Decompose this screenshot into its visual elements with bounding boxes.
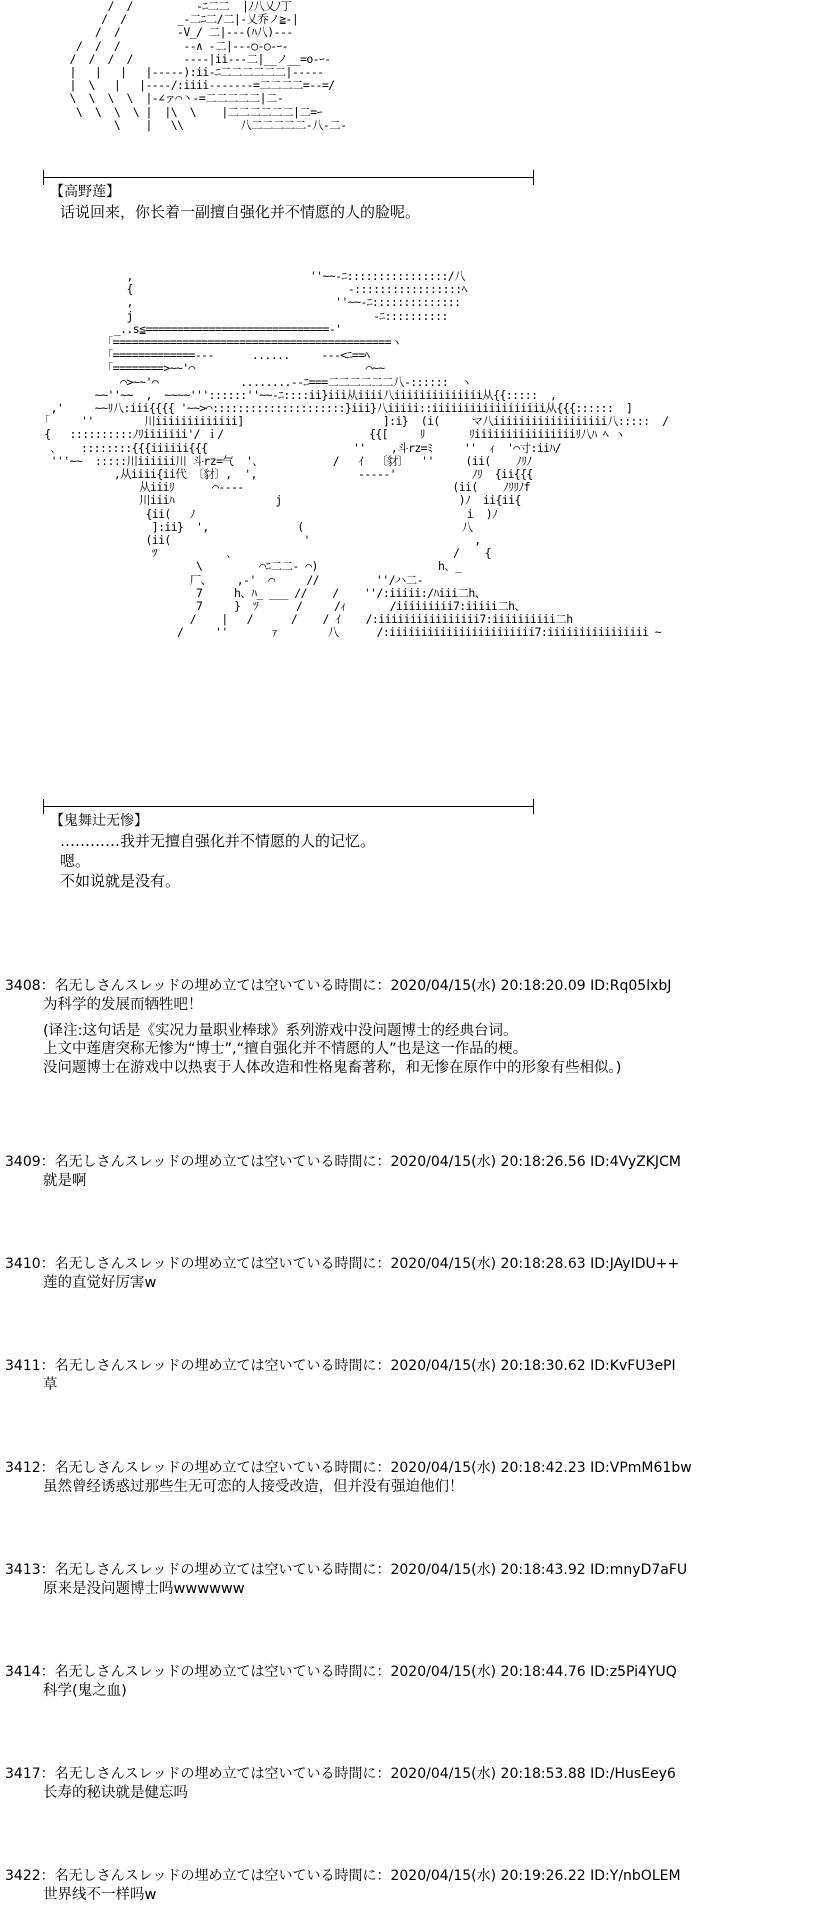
divider-line (43, 806, 533, 807)
post-header: 3410：名无しさんスレッドの埋め立ては空いている時間に：2020/04/15(水) 20:18:28.63 ID:JAyIDU++ (5, 1256, 680, 1272)
post-header: 3412：名无しさんスレッドの埋め立ては空いている時間に：2020/04/15(水) 20:18:42.23 ID:VPmM61bw (5, 1460, 692, 1476)
post-body (43, 1274, 815, 1293)
post-body (43, 1580, 815, 1599)
post-line: 世界线不一样吗w (43, 1887, 157, 1903)
post-body (43, 996, 815, 1077)
post-line: 科学(鬼之血) (43, 1683, 127, 1699)
ascii-art-takano: / / -ﾆ二二 |ﾉ八乂ﾉ丁 / / _-二ﾆ二/二|-乂乔ノ≧-| / / -V_/ 二|---(ﾊ八)--- / / / --∧ -二|---○-○-ｰ- / / / / ----|ii---二|__ノ__=o-ｰ- | | | |-----):ii-ﾆ二二二二二二|----- | \ | |----/:iiii-------=二二二二=--=/ \ \ \ \ |-∠ァ⌒丶-=二二二二二|二- \ \ \ \ | |\ \ |二二二二二二|二=ｰ \ | \\ 八二二二二二-八-二- (69, 0, 347, 132)
post-header: 3409：名无しさんスレッドの埋め立ては空いている時間に：2020/04/15(水) 20:18:26.56 ID:4VyZKJCM (5, 1154, 681, 1170)
dialogue-line: 话说回来，你长着一副擅自强化并不情愿的人的脸呢。 (60, 203, 421, 221)
dialogue-line: …………我并无擅自强化并不情愿的人的记忆。 (60, 832, 376, 850)
post-body (43, 1478, 815, 1497)
post-header: 3408：名无しさんスレッドの埋め立ては空いている時間に：2020/04/15(水) 20:18:20.09 ID:Rq05lxbJ (5, 978, 672, 994)
post-line: 虽然曾经诱惑过那些生无可恋的人接受改造，但并没有强迫他们！ (43, 1479, 464, 1495)
post-body (43, 1784, 815, 1803)
forum-post (5, 1255, 815, 1293)
speaker-name: 【高野莲】 (50, 184, 120, 200)
forum-post (5, 1153, 815, 1191)
post-header: 3413：名无しさんスレッドの埋め立ては空いている時間に：2020/04/15(水) 20:18:43.92 ID:mnyD7aFU (5, 1562, 688, 1578)
post-line: 原来是没问题博士吗wwwwww (43, 1581, 245, 1597)
forum-post (5, 1561, 815, 1599)
forum-post (5, 1867, 815, 1905)
post-body (43, 1886, 815, 1905)
dialogue-line: 不如说就是没有。 (60, 872, 181, 890)
forum-post (5, 1765, 815, 1803)
forum-post (5, 1663, 815, 1701)
post-body (43, 1376, 815, 1395)
divider-tick-right (533, 170, 534, 185)
dialogue-line: 嗯。 (60, 852, 91, 870)
ascii-art-muzan: , ''~~-ﾆ::::::::::::::::/八 { -:::::::::::::::::ﾍ , ''~~-ﾆ:::::::::::::: j -ﾆ:::::::::: _..s≦=============================-' ｢============================================ヽ ｢=============--- ...... ---<ﾆ==ﾍ ｢========>~~'⌒ ⌒~~ ⌒>~~'⌒ ........--ﾆ===二二二二二二八-:::::: ヽ ~~''~~ , ~~~~'''::::::''~~-ﾆ::::ii}iii从iiii八iiiiiiiiiiiiii从{{::::: , ,' ~~ﾘ八:iii{{{{ '~~>⌒:::::::::::::::::::::}iii}八iiiii::iiiiiiiiiiiiiiiiii从{{{:::::: ] ｢ '' 川iiiiiiiiiiiii] ]:i} (i( マ八iiiiiiiiiiiiiiiiii八::::: / { ::::::::::ﾉﾘiiiiiii'/ ｉ/ {{[ ﾘ ﾘiiiiiiiiiiiiiiiiﾘ八ﾊ ﾍ ヽ ､ ::::::::{{{iiiiii{{{ '' ,斗rz=ﾐ '' ｨ '⌒寸:iiﾊ/ '''~~ :::::川iiiiii川 斗rz=气 '、 / ｲ 〔豺〕 '' (ii( ﾉﾘﾉ ,从iiii{ii代 〔豺〕, ', -----' ﾉﾘ {ii{{{ 从iiiﾘ ⌒---- (ii( ﾉﾘﾘﾉf 川iiiﾊ j )ﾉ ii{ii{ {ii( ﾉ i )ﾉ ]:ii} ', ( 八 (ii( ' , ﾂ ､ / { \ ⌒ﾆ二二- ⌒) h、_ 厂、 ,-' ⌒ // ''/ハ二- 7 h、ﾊ_ ___ // / ''/:iiiii:/ﾊiii二h、 7 } ﾂ / /ｨ /iiiiiiiii7:iiiii二h、 / | / / / ｲ /:iiiiiiiiiiiiiiii7:iiiiiiiiii二h / '' ｧ 八 /:iiiiiiiiiiiiiiiiiiiiiii7:iiiiiiiiiiiiiiii ~ (44, 269, 669, 640)
post-line: (译注:这句话是《实况力量职业棒球》系列游戏中没问题博士的经典台词。 (43, 1022, 518, 1039)
post-line: 就是啊 (43, 1173, 87, 1189)
forum-post (5, 1357, 815, 1395)
divider-tick-left (43, 799, 44, 814)
post-body (43, 1172, 815, 1191)
divider-line (43, 177, 533, 178)
divider-tick-left (43, 170, 44, 185)
post-line: 长寿的秘诀就是健忘吗 (43, 1785, 188, 1801)
post-line: 没问题博士在游戏中以热衷于人体改造和性格鬼畜著称，和无惨在原作中的形象有些相似。) (43, 1059, 622, 1076)
post-line: 莲的直觉好厉害w (43, 1275, 157, 1291)
forum-post (5, 977, 815, 1077)
post-line: 为科学的发展而牺牲吧！ (43, 997, 203, 1013)
forum-post (5, 1459, 815, 1497)
post-body (43, 1682, 815, 1701)
post-line: 上文中莲唐突称无惨为“博士”,“擅自强化并不情愿的人”也是这一作品的梗。 (43, 1041, 528, 1057)
post-header: 3411：名无しさんスレッドの埋め立ては空いている時間に：2020/04/15(水) 20:18:30.62 ID:KvFU3ePI (5, 1358, 676, 1374)
post-line: 草 (43, 1377, 58, 1393)
divider-tick-right (533, 799, 534, 814)
post-header: 3422：名无しさんスレッドの埋め立ては空いている時間に：2020/04/15(水) 20:19:26.22 ID:Y/nbOLEM (5, 1868, 681, 1884)
post-header: 3414：名无しさんスレッドの埋め立ては空いている時間に：2020/04/15(水) 20:18:44.76 ID:z5Pi4YUQ (5, 1664, 677, 1680)
post-header: 3417：名无しさんスレッドの埋め立ては空いている時間に：2020/04/15(水) 20:18:53.88 ID:/HusEey6 (5, 1766, 676, 1782)
speaker-name: 【鬼舞辻无惨】 (50, 813, 148, 829)
